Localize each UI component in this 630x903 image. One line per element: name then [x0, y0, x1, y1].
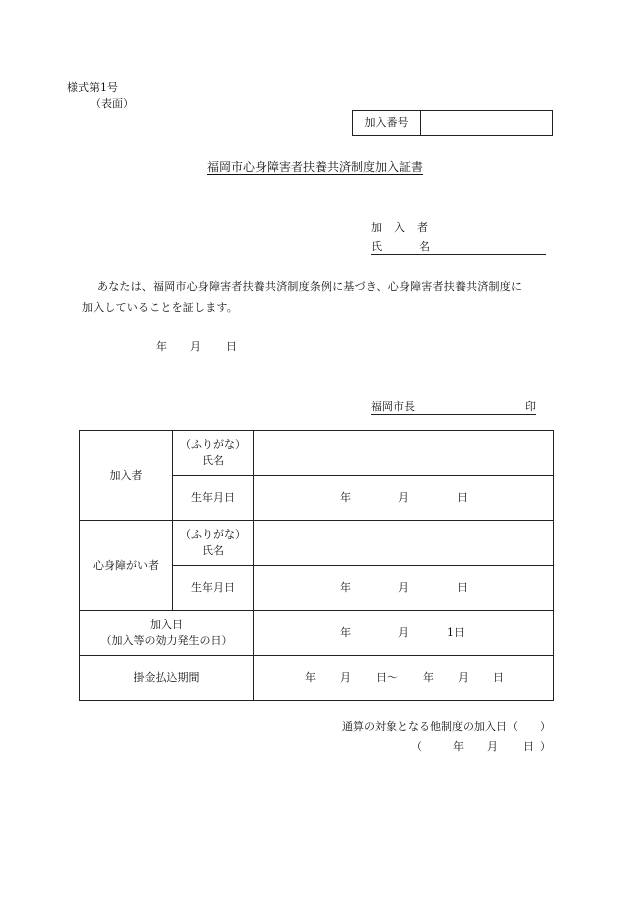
form-side-label: （表面） — [90, 97, 134, 110]
table-row — [80, 611, 554, 656]
subscriber-name-cell[interactable] — [254, 431, 554, 476]
birth-day-unit: 日 — [457, 581, 468, 594]
disabled-name-cell[interactable] — [254, 521, 554, 566]
name-label: 氏名 — [202, 544, 224, 557]
details-table — [79, 430, 554, 701]
birth-year-unit: 年 — [340, 581, 351, 594]
table-row — [80, 431, 554, 476]
table-row — [80, 656, 554, 701]
join-month-unit: 月 — [398, 626, 409, 639]
period-tilde: ～ — [387, 671, 398, 684]
disabled-furigana-name-label — [173, 521, 254, 566]
join-date-label-cell — [80, 611, 254, 656]
join-day-value: 1日 — [447, 626, 465, 639]
period-end-month: 月 — [458, 671, 469, 684]
other-date-day: 日 — [523, 740, 534, 753]
subscriber-name-line — [371, 238, 546, 255]
subscriber-furigana-name-label — [173, 431, 254, 476]
period-end-day: 日 — [493, 671, 504, 684]
birth-year-unit: 年 — [340, 491, 351, 504]
subscriber-header-cell: 加入者 — [80, 431, 173, 521]
other-system-date — [0, 738, 630, 754]
issue-date-year: 年 — [156, 340, 167, 353]
period-start-month: 月 — [340, 671, 351, 684]
name-label-second: 名 — [419, 240, 430, 253]
payment-period-cell[interactable] — [254, 656, 554, 701]
other-system-note: 通算の対象となる他制度の加入日（ ） — [342, 720, 551, 733]
period-start-year: 年 — [305, 671, 316, 684]
membership-number-box — [352, 110, 553, 136]
furigana-label: （ふりがな） — [180, 528, 246, 541]
other-date-open-paren: （ — [411, 740, 422, 753]
disabled-birthdate-cell[interactable] — [254, 566, 554, 611]
subscriber-birthdate-cell[interactable] — [254, 476, 554, 521]
membership-number-value[interactable] — [421, 111, 552, 135]
issue-date-month: 月 — [190, 340, 201, 353]
subscriber-birthdate-label: 生年月日 — [173, 476, 254, 521]
furigana-label: （ふりがな） — [180, 438, 246, 451]
join-date-sublabel: （加入等の効力発生の日） — [100, 634, 233, 647]
join-year-unit: 年 — [340, 626, 351, 639]
form-number: 様式第1号 — [67, 81, 118, 94]
disabled-person-header-cell: 心身障がい者 — [80, 521, 173, 611]
other-date-year: 年 — [453, 740, 464, 753]
certificate-title-text: 福岡市心身障害者扶養共済制度加入証書 — [206, 160, 423, 174]
birth-day-unit: 日 — [457, 491, 468, 504]
join-date-cell[interactable] — [254, 611, 554, 656]
issuer-name: 福岡市長 — [371, 400, 415, 413]
membership-number-label: 加入番号 — [353, 111, 421, 135]
certificate-body-line1: あなたは、福岡市心身障害者扶養共済制度条例に基づき、心身障害者扶養共済制度に — [97, 280, 523, 293]
certificate-body-line2: 加入していることを証します。 — [82, 301, 238, 314]
issue-date-day: 日 — [226, 340, 237, 353]
birth-month-unit: 月 — [398, 491, 409, 504]
certificate-title — [0, 158, 630, 175]
issuer-line — [371, 398, 536, 415]
period-start-day: 日 — [376, 671, 387, 684]
other-date-month: 月 — [487, 740, 498, 753]
name-label: 氏名 — [202, 454, 224, 467]
other-date-close-paren: ） — [540, 740, 551, 753]
period-end-year: 年 — [423, 671, 434, 684]
subscriber-label: 加入者 — [371, 221, 440, 234]
payment-period-label: 掛金払込期間 — [80, 656, 254, 701]
join-date-label: 加入日 — [150, 618, 183, 631]
seal-mark: 印 — [525, 400, 536, 413]
table-row — [80, 521, 554, 566]
name-label-first: 氏 — [371, 240, 382, 253]
disabled-birthdate-label: 生年月日 — [173, 566, 254, 611]
birth-month-unit: 月 — [398, 581, 409, 594]
